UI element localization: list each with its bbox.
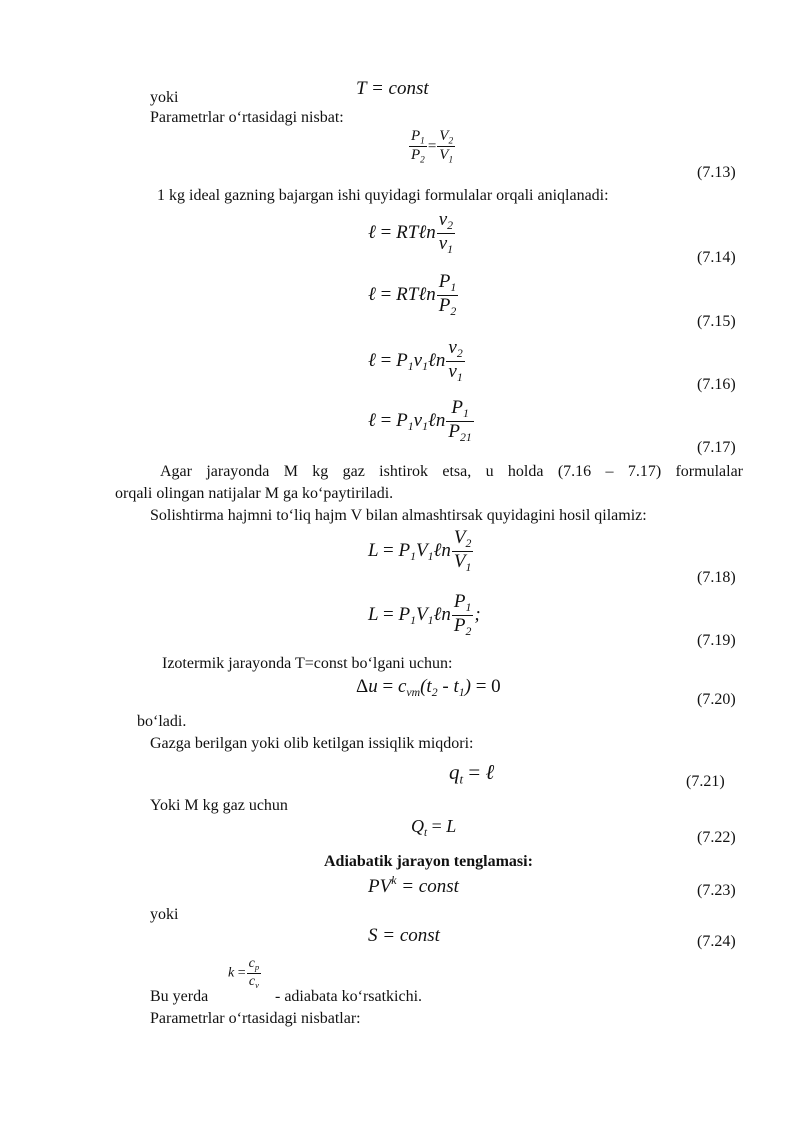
text-heat-amount: Gazga berilgan yoki olib ketilgan issiqlik miqdori: [150, 735, 474, 752]
eq-number-7-24: (7.24) [697, 933, 736, 950]
text-yoki-m: Yoki M kg gaz uchun [150, 797, 288, 814]
text-bu-yerda: Bu yerda [150, 988, 209, 1005]
text-para-m-line2: orqali olingan natijalar M ga ko‘paytiriladi. [115, 485, 394, 502]
text-params-ratio: Parametrlar o‘rtasidagi nisbat: [150, 109, 344, 126]
eq-number-7-19: (7.19) [697, 632, 736, 649]
formula-t-const: T = const [356, 78, 429, 99]
formula-k-ratio: k = $\frac{c_p}{c_v}$ [228, 956, 260, 990]
formula-7-23-rhs: = const [401, 876, 459, 898]
text-work-1kg: 1 kg ideal gazning bajargan ishi quyidagi formulalar orqali aniqlanadi: [157, 187, 609, 204]
eq-number-7-16: (7.16) [697, 376, 736, 393]
formula-7-15: ℓ = RTℓn $\frac{P_1}{P_2}$ [368, 271, 457, 319]
formula-7-14: ℓ = RTℓn $\frac{v_2}{v_1}$ [368, 209, 454, 257]
text-boladi: bo‘ladi. [137, 713, 187, 730]
formula-7-24: S = const [368, 925, 440, 946]
formula-7-22: $Q_t = L$ [411, 816, 457, 839]
text-params-ratios: Parametrlar o‘rtasidagi nisbatlar: [150, 1010, 361, 1027]
formula-7-18: $L = P_1V_1\ell n$ $\frac{V_2}{V_1}$ [368, 527, 472, 575]
eq-number-7-20: (7.20) [697, 691, 736, 708]
formula-7-16: ℓ = $P_1v_1\ell n$ $\frac{v_2}{v_1}$ [368, 337, 463, 385]
formula-7-13: $\frac{P_1}{P_2}$ = $\frac{V_2}{V_1}$ [411, 128, 454, 166]
eq-number-7-21: (7.21) [686, 773, 725, 790]
eq-number-7-15: (7.15) [697, 313, 736, 330]
formula-7-19: $L = P_1V_1\ell n$ $\frac{P_1}{P_2}$ ; [368, 591, 481, 639]
formula-7-21: $q_t$ = ℓ [449, 760, 495, 787]
text-yoki-2: yoki [150, 906, 179, 923]
text-yoki: yoki [150, 89, 179, 106]
eq-number-7-17: (7.17) [697, 439, 736, 456]
eq-number-7-14: (7.14) [697, 249, 736, 266]
text-adiabata-index: - adiabata ko‘rsatkichi. [275, 988, 423, 1005]
formula-7-20: $\Delta u = c_{vm}(t_2 - t_1) = 0$ [356, 676, 501, 700]
text-para-m-line1: Agar jarayonda M kg gaz ishtirok etsa, u holda (7.16 – 7.17) formulalar [160, 463, 743, 480]
eq-number-7-23: (7.23) [697, 882, 736, 899]
text-specific-volume: Solishtirma hajmni to‘liq hajm V bilan almashtirsak quyidagini hosil qilamiz: [150, 507, 647, 524]
eq-number-7-18: (7.18) [697, 569, 736, 586]
eq-number-7-13: (7.13) [697, 164, 736, 181]
text-isothermal: Izotermik jarayonda T=const bo‘lgani uchun: [162, 655, 453, 672]
eq-number-7-22: (7.22) [697, 829, 736, 846]
section-heading-adiabatic: Adiabatik jarayon tenglamasi: [324, 853, 533, 870]
formula-7-17: ℓ = $P_1v_1\ell n$ $\frac{P_1}{P_{21}}$ [368, 397, 472, 445]
formula-7-23: $PV^k$ = const [368, 874, 459, 898]
